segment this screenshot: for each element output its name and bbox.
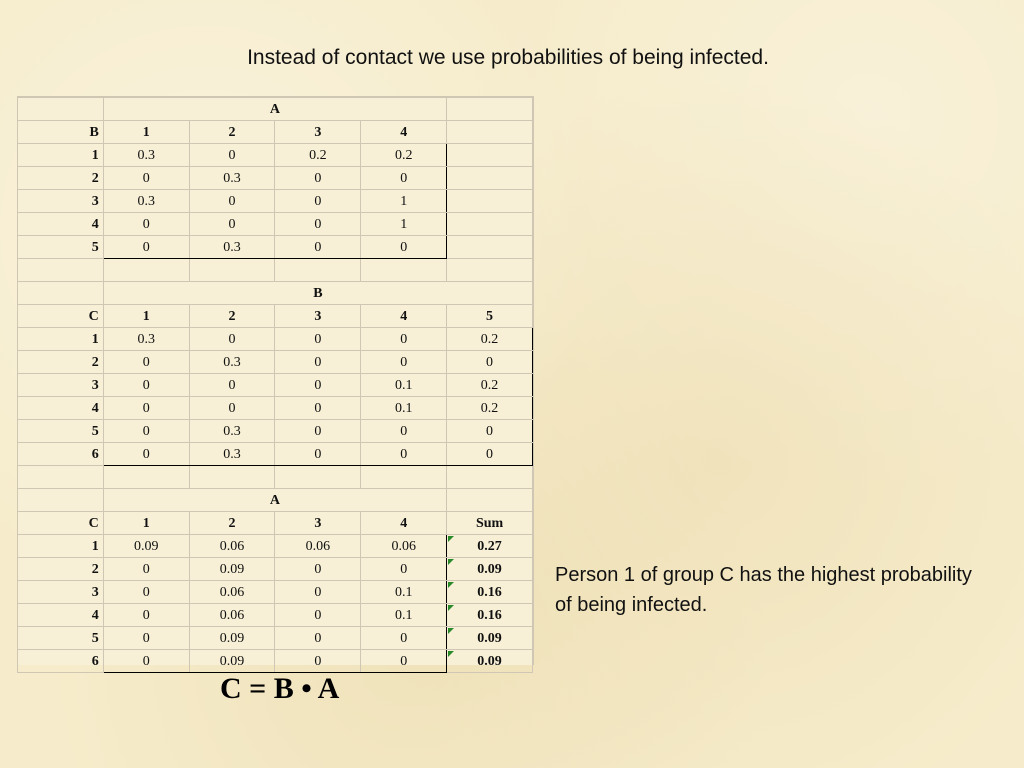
table2-cell: 0 [103,443,189,466]
table2-cell: 0 [447,351,533,374]
table1-cell: 0 [361,236,447,259]
table2-row [18,443,533,466]
table3-cell: 0 [275,581,361,604]
table2-row-label: 6 [18,443,104,466]
table3-cell: 0.06 [189,535,275,558]
table3-sum-cell: 0.09 [447,650,533,673]
table2-row-label: 3 [18,374,104,397]
table2-group-header-row [18,282,533,305]
table3-row-label: 6 [18,650,104,673]
table2-row-label: 4 [18,397,104,420]
table3-cell: 0 [361,650,447,673]
table3-row [18,535,533,558]
table2-cell: 0.2 [447,374,533,397]
table1-cell: 0 [275,213,361,236]
table1-cell: 0 [275,190,361,213]
table3-cell: 0 [103,581,189,604]
table2-cell: 0 [275,351,361,374]
table2-cell: 0.3 [189,443,275,466]
table2-col-group-label: B [103,282,532,305]
table1-cell: 0 [361,167,447,190]
table2-cell: 0 [275,374,361,397]
table3-col-header: 3 [275,512,361,535]
table3-sum-cell: 0.16 [447,604,533,627]
table2-cell: 0 [275,443,361,466]
table1-row-label: 5 [18,236,104,259]
table3-cell: 0.09 [189,650,275,673]
table3-cell: 0 [361,558,447,581]
table1-cell: 0.3 [103,190,189,213]
table3-sum-cell: 0.09 [447,627,533,650]
spacer-row [18,259,533,282]
table2-cell: 0 [189,328,275,351]
table1-row [18,236,533,259]
table2-row [18,351,533,374]
table3-cell: 0.1 [361,604,447,627]
table3-row-group-label: C [18,512,104,535]
table3-cell: 0 [275,650,361,673]
table1-col-group-label: A [103,98,446,121]
table2-cell: 0.2 [447,328,533,351]
matrix-grid [17,97,533,673]
conclusion-text: Person 1 of group C has the highest probability of being infected. [555,564,972,616]
table3-row-label: 4 [18,604,104,627]
table2-cell: 0 [189,374,275,397]
table2-cell: 0 [275,397,361,420]
matrix-formula: C = B • A [220,672,340,705]
table3-row [18,627,533,650]
table3-sum-header: Sum [447,512,533,535]
table1-cell: 0 [189,213,275,236]
table3-cell: 0 [275,558,361,581]
table3-row-label: 1 [18,535,104,558]
table3-cell: 0 [103,650,189,673]
table1-cell: 0 [275,167,361,190]
table3-row [18,650,533,673]
table1-cell: 0 [189,190,275,213]
slide-title: Instead of contact we use probabilities of being infected. [247,46,769,69]
table2-row-label: 1 [18,328,104,351]
table3-row-label: 2 [18,558,104,581]
table1-col-header: 1 [103,121,189,144]
table2-cell: 0 [189,397,275,420]
table2-cell: 0 [361,420,447,443]
table2-col-header: 5 [447,305,533,328]
table1-group-header-row [18,98,533,121]
table3-row [18,604,533,627]
table1-cell: 1 [361,190,447,213]
table2-cell: 0.1 [361,374,447,397]
table3-cell: 0 [103,604,189,627]
table3-cell: 0 [275,604,361,627]
table2-cell: 0 [447,443,533,466]
table3-cell: 0.09 [103,535,189,558]
table1-row-label: 2 [18,167,104,190]
table1-row [18,144,533,167]
table3-cell: 0 [103,627,189,650]
table3-cell: 0.06 [189,581,275,604]
table1-cell: 0 [275,236,361,259]
table2-cell: 0.3 [189,351,275,374]
table2-cell: 0 [275,420,361,443]
table3-row [18,558,533,581]
table3-col-header: 1 [103,512,189,535]
table1-col-header: 2 [189,121,275,144]
table1-cell: 0 [103,213,189,236]
table1-row-label: 1 [18,144,104,167]
table1-cell: 0.3 [189,167,275,190]
table2-row [18,374,533,397]
table3-sum-cell: 0.16 [447,581,533,604]
table2-cell: 0 [103,374,189,397]
table1-cell: 0.3 [189,236,275,259]
table2-row-group-label: C [18,305,104,328]
table1-cell: 0 [189,144,275,167]
table2-cell: 0 [103,351,189,374]
table2-col-header: 4 [361,305,447,328]
table2-cell: 0 [275,328,361,351]
table3-cell: 0.09 [189,627,275,650]
table3-sum-cell: 0.09 [447,558,533,581]
spacer-row [18,466,533,489]
table2-cell: 0.3 [189,420,275,443]
table2-row-label: 2 [18,351,104,374]
table1-cell: 0.3 [103,144,189,167]
table3-row [18,581,533,604]
table3-cell: 0.06 [275,535,361,558]
table1-row-group-label: B [18,121,104,144]
table2-cell: 0.3 [103,328,189,351]
table3-header-row [18,512,533,535]
table3-row-label: 5 [18,627,104,650]
table2-row [18,397,533,420]
spreadsheet-embed [17,96,534,669]
table1-col-header: 3 [275,121,361,144]
table2-row [18,420,533,443]
table3-col-group-label: A [103,489,446,512]
table2-col-header: 1 [103,305,189,328]
table2-col-header: 2 [189,305,275,328]
table3-cell: 0 [361,627,447,650]
table1-cell: 0 [103,236,189,259]
table3-col-header: 4 [361,512,447,535]
table3-cell: 0.06 [189,604,275,627]
table1-cell: 0 [103,167,189,190]
table1-row [18,190,533,213]
table1-cell: 0.2 [275,144,361,167]
table1-cell: 0.2 [361,144,447,167]
table1-row [18,167,533,190]
table2-cell: 0 [361,443,447,466]
table2-row-label: 5 [18,420,104,443]
table1-row [18,213,533,236]
table2-cell: 0 [447,420,533,443]
table2-cell: 0 [103,420,189,443]
table2-col-header: 3 [275,305,361,328]
table1-row-label: 4 [18,213,104,236]
table2-cell: 0 [361,351,447,374]
table2-row [18,328,533,351]
table3-col-header: 2 [189,512,275,535]
table1-cell: 1 [361,213,447,236]
table3-cell: 0 [275,627,361,650]
table2-cell: 0.2 [447,397,533,420]
table3-group-header-row [18,489,533,512]
table2-cell: 0 [103,397,189,420]
table2-header-row [18,305,533,328]
table1-row-label: 3 [18,190,104,213]
table1-col-header: 4 [361,121,447,144]
table3-cell: 0 [103,558,189,581]
table2-cell: 0 [361,328,447,351]
table1-header-row [18,121,533,144]
table2-cell: 0.1 [361,397,447,420]
table3-cell: 0.09 [189,558,275,581]
table3-row-label: 3 [18,581,104,604]
table3-cell: 0.06 [361,535,447,558]
table3-cell: 0.1 [361,581,447,604]
table3-sum-cell: 0.27 [447,535,533,558]
